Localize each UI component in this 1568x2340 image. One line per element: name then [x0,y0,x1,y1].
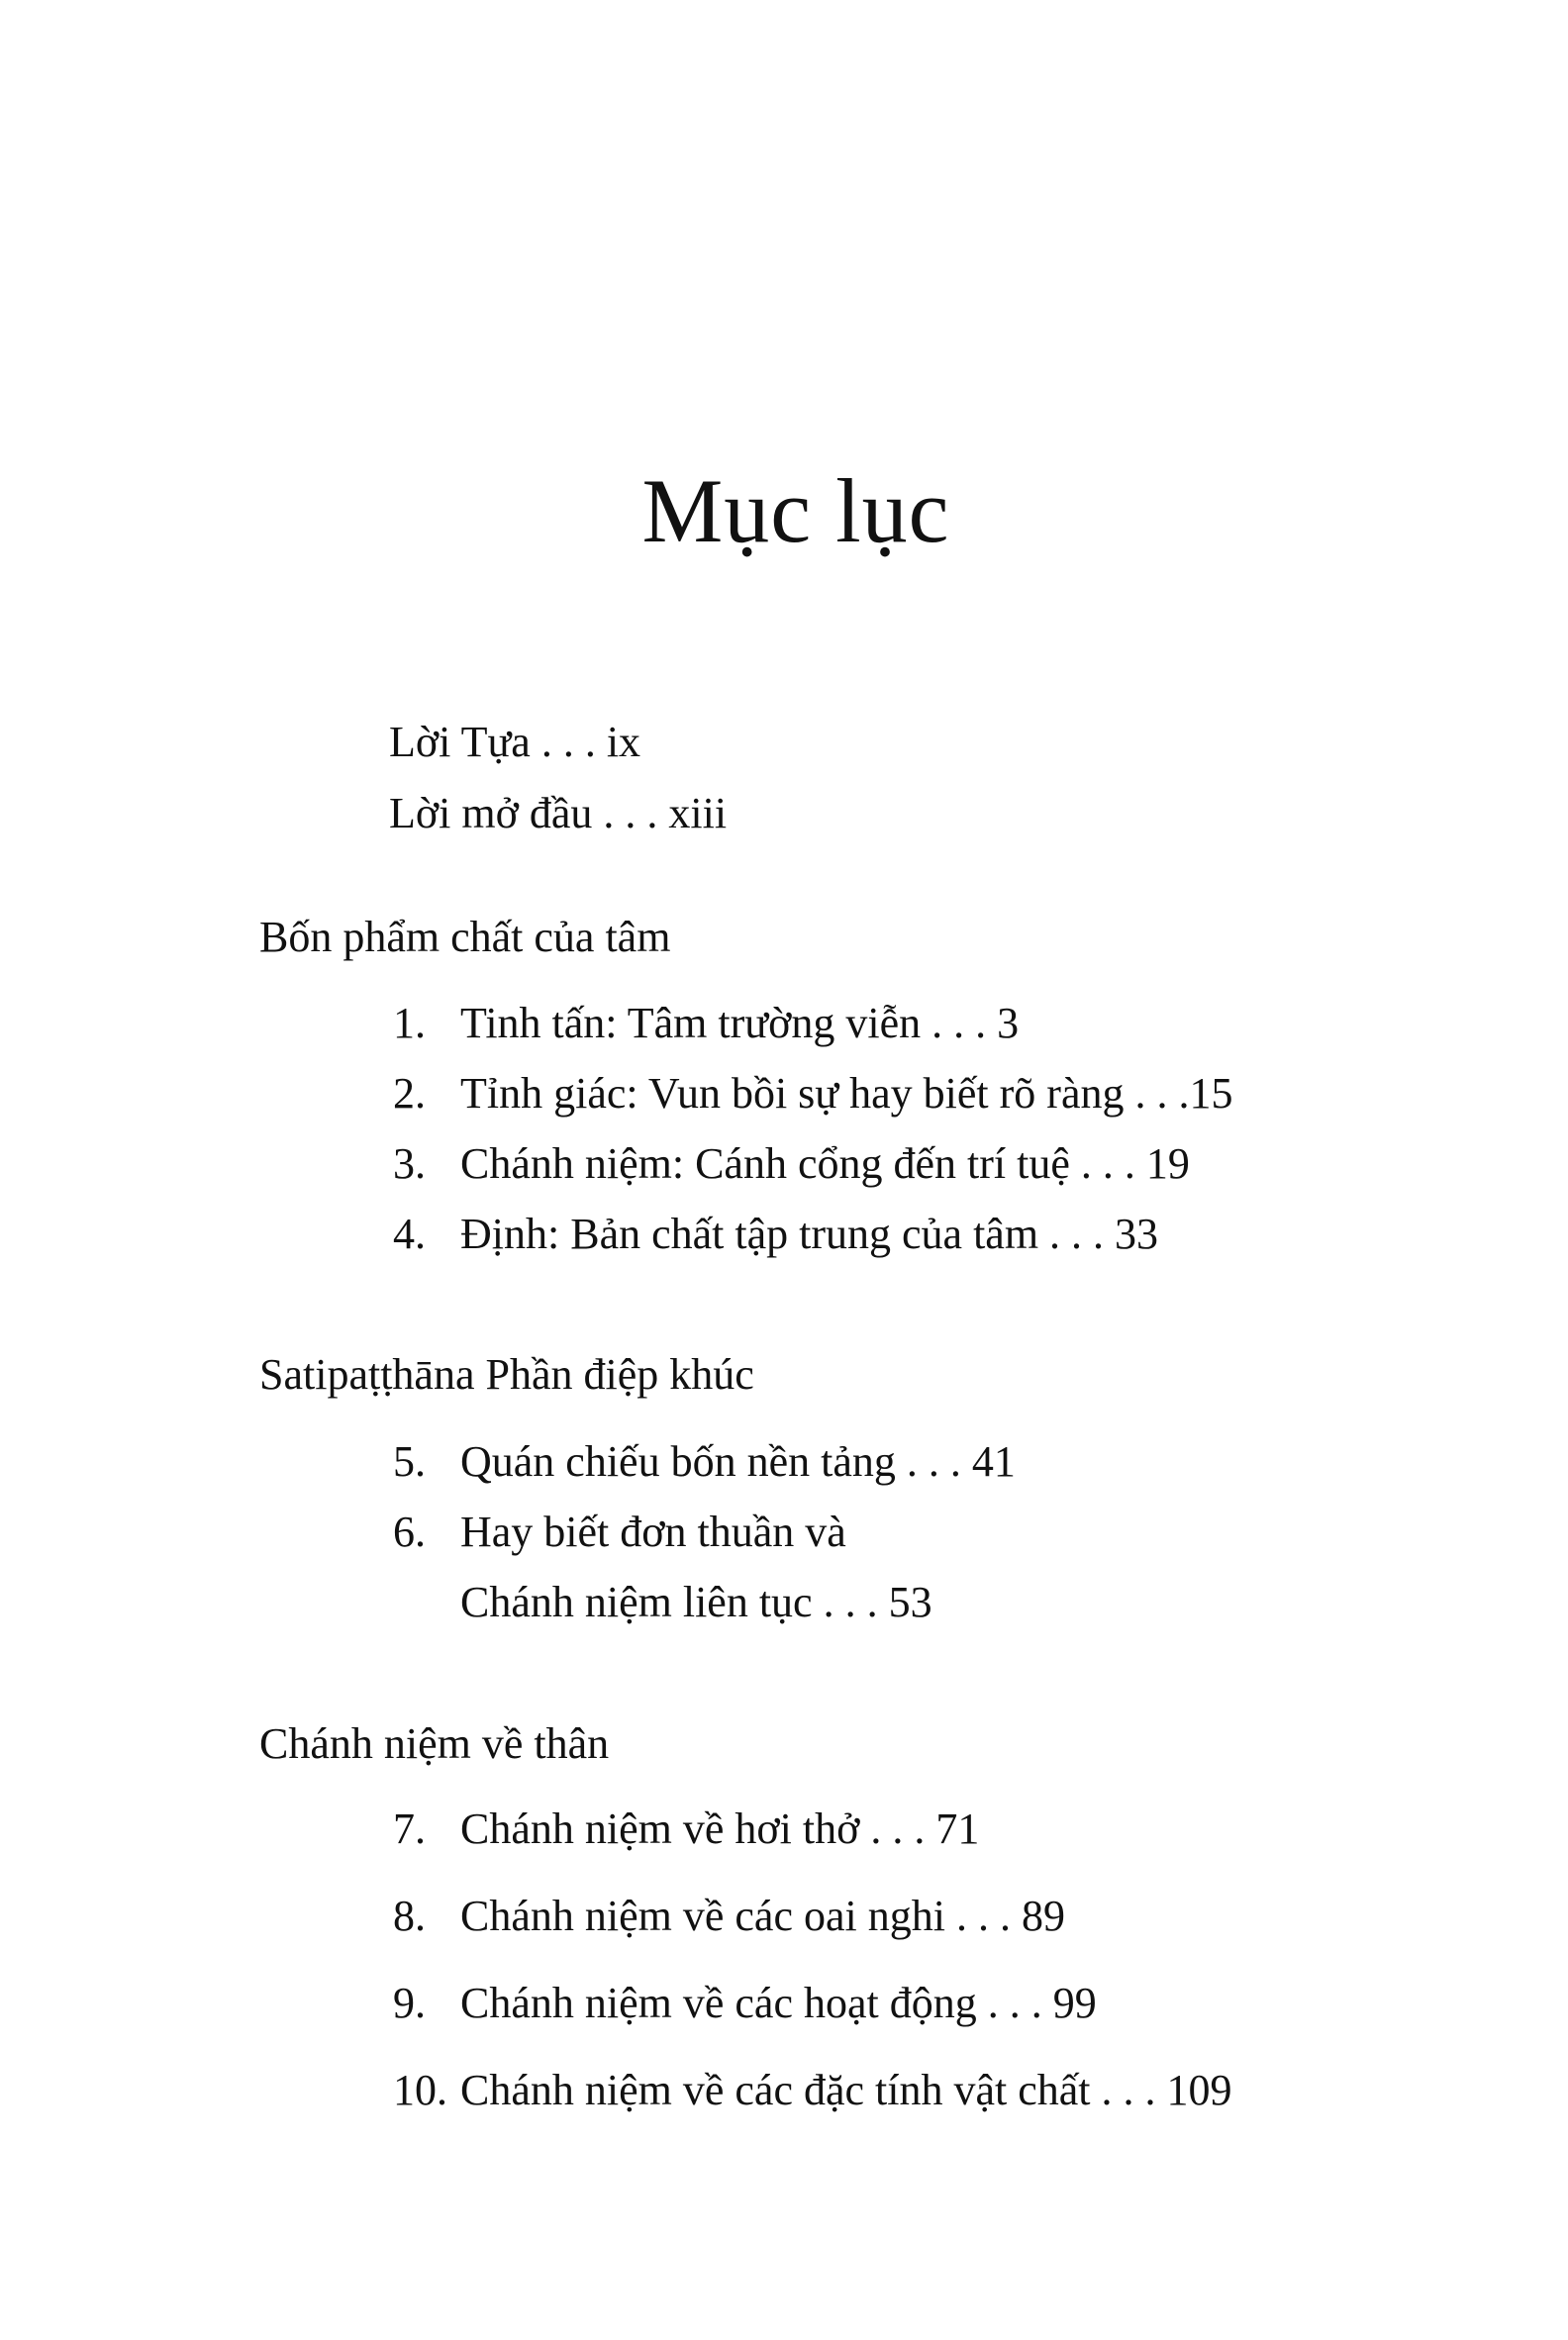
chapter-number: 2. [393,1069,426,1118]
toc-chapter-6-continuation: Chánh niệm liên tục . . . 53 [460,1578,932,1626]
toc-entry-preface: Lời Tựa . . . ix [389,718,641,766]
chapter-number: 1. [393,999,426,1047]
chapter-number: 3. [393,1139,426,1188]
toc-chapter-4 [393,1210,1159,1258]
toc-part-heading: Chánh niệm về thân [259,1719,610,1768]
chapter-number: 10. [393,2066,447,2114]
chapter-title: Hay biết đơn thuần và [460,1508,846,1556]
toc-entry-introduction: Lời mở đầu . . . xiii [389,789,728,837]
chapter-title: Chánh niệm: Cánh cổng đến trí tuệ . . . 19 [460,1139,1190,1188]
toc-part-heading: Satipaṭṭhāna Phần điệp khúc [259,1350,754,1399]
chapter-title: Quán chiếu bốn nền tảng . . . 41 [460,1437,1016,1486]
toc-chapter-2 [393,1069,1233,1118]
toc-chapter-10 [393,2066,1232,2114]
chapter-number: 8. [393,1892,426,1940]
toc-chapter-1 [393,999,1020,1047]
chapter-number: 6. [393,1508,426,1556]
toc-chapter-7 [393,1804,980,1853]
toc-chapter-9 [393,1979,1097,2027]
page-title: Mục lục [641,460,950,561]
toc-chapter-3 [393,1139,1190,1188]
chapter-title: Chánh niệm về các đặc tính vật chất . . . 109 [460,2066,1232,2114]
chapter-title: Chánh niệm về các oai nghi . . . 89 [460,1892,1065,1940]
toc-part-heading: Bốn phẩm chất của tâm [259,913,671,961]
chapter-title: Định: Bản chất tập trung của tâm . . . 33 [460,1210,1159,1258]
chapter-title: Tinh tấn: Tâm trường viễn . . . 3 [460,999,1020,1047]
toc-chapter-6 [393,1508,846,1556]
chapter-title: Chánh niệm về hơi thở . . . 71 [460,1804,980,1853]
chapter-title: Tỉnh giác: Vun bồi sự hay biết rõ ràng . . .15 [460,1069,1233,1118]
chapter-number: 5. [393,1437,426,1486]
chapter-title: Chánh niệm về các hoạt động . . . 99 [460,1979,1097,2027]
toc-chapter-5 [393,1437,1016,1486]
chapter-number: 9. [393,1979,426,2027]
chapter-number: 4. [393,1210,426,1258]
toc-chapter-8 [393,1892,1065,1940]
chapter-number: 7. [393,1804,426,1853]
